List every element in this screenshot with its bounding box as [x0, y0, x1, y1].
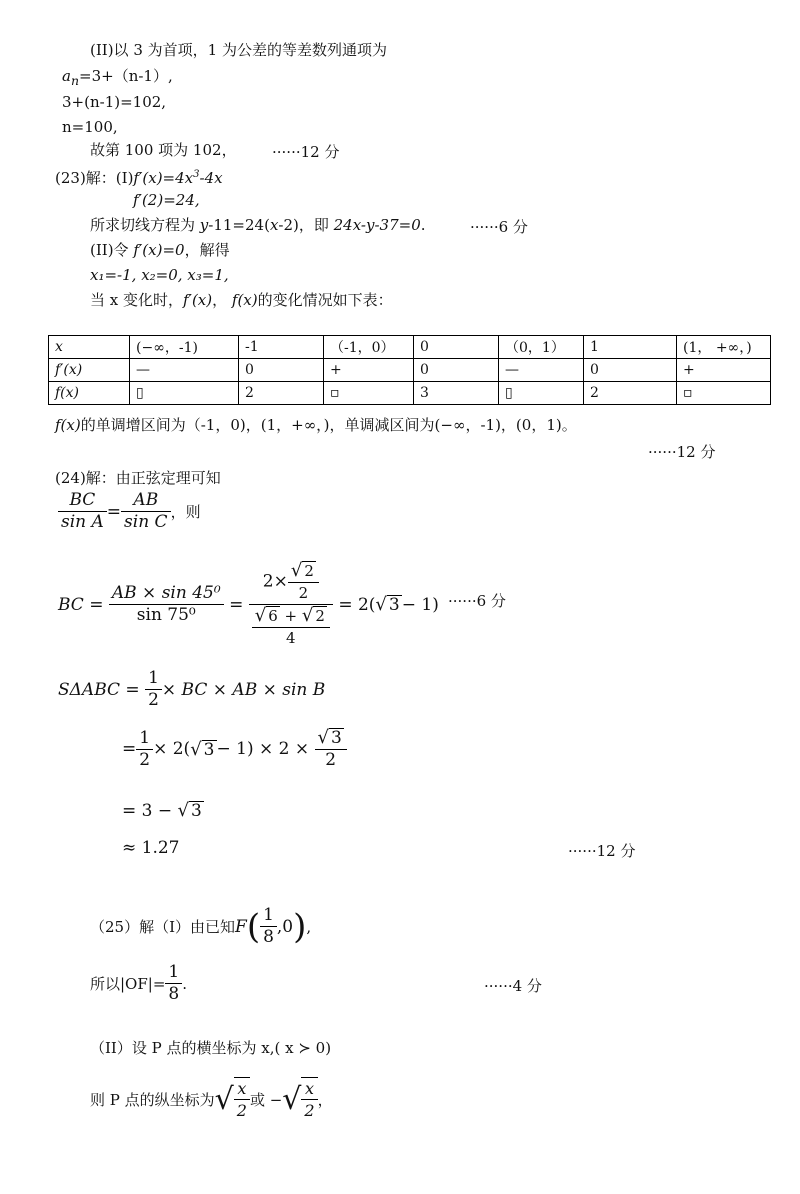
q24-score-6: ······6 分: [448, 592, 506, 610]
q25-score-4: ······4 分: [484, 977, 542, 995]
table-cell: 0: [414, 336, 499, 359]
intro-f: f(x): [231, 291, 258, 309]
py-text: 则 P 点的纵坐标为: [90, 1090, 215, 1109]
table-cell: 3: [414, 382, 499, 405]
table-cell: 1: [584, 336, 677, 359]
area2-frac-top: [315, 727, 347, 750]
of-text: 所以|OF|=: [90, 975, 166, 993]
bc-mid-den-frac: [252, 605, 330, 649]
sqrt-symbol: √: [317, 727, 330, 748]
sqrt-symbol: √: [375, 594, 387, 615]
q24-area-line2: [122, 727, 347, 771]
of-frac: [165, 962, 182, 1005]
bc-mid-den-radicand-1: 6: [268, 607, 278, 625]
q23-exponent: 3: [193, 169, 200, 180]
bc-mid-num-radicand: 2: [304, 562, 314, 580]
part2-text-c: ，解得: [184, 241, 230, 259]
q23-derivative-tail: -4x: [199, 169, 223, 187]
table-cell: x: [49, 336, 130, 359]
q22-n-value: n=100,: [62, 118, 118, 136]
q23-derivative-at-2: f′(2)=24,: [133, 191, 200, 209]
table-row: [49, 336, 771, 359]
bc-mid-den-frac-den: 4: [286, 629, 296, 647]
F-end: ,: [306, 917, 312, 936]
part2-text-a: (II)令: [90, 241, 134, 259]
q24-head: (24)解：由正弦定理可知: [55, 469, 221, 487]
bc-mid-denominator: [249, 605, 333, 649]
bc-mid-num-frac: [288, 560, 319, 604]
q22-equation: 3+(n-1)=102,: [62, 93, 167, 111]
an-rest: =3+（n-1）,: [79, 67, 173, 85]
intro-text-a: 当 x 变化时，: [90, 291, 183, 309]
py-or: 或 −: [249, 1090, 283, 1109]
py-den: 2: [236, 1101, 247, 1120]
table-cell: 2: [584, 382, 677, 405]
tangent-period: .: [420, 216, 426, 234]
q24-area-line1: [58, 668, 325, 711]
table-cell: +: [677, 359, 771, 382]
half-den: 2: [148, 690, 159, 710]
table-cell: -1: [239, 336, 324, 359]
sqrt-symbol: √: [214, 1081, 234, 1117]
bc-mid-num-frac-top: [288, 560, 319, 583]
area2-frac-radicand: 3: [331, 728, 342, 748]
area2-frac-den: 2: [325, 750, 337, 770]
table-cell: （-1，0）: [324, 336, 414, 359]
half-num: 1: [145, 668, 162, 690]
table-cell: 0: [239, 359, 324, 382]
q23-tangent-line: [90, 215, 426, 235]
q23-roots: x₁=-1, x₂=0, x₃=1,: [90, 266, 229, 284]
area-lhs: SΔABC =: [58, 679, 140, 700]
q22-text: (II)以 3 为首项，1 为公差的等差数列通项为: [90, 41, 387, 59]
bc-result-a: = 2(: [338, 594, 376, 615]
table-cell: (1， +∞，): [677, 336, 771, 359]
of-num: 1: [165, 962, 182, 984]
q25-head: [90, 905, 311, 948]
table-cell: f(x): [49, 382, 130, 405]
tangent-text-a: 所求切线方程为: [90, 216, 200, 234]
bc-result-radicand: 3: [388, 595, 400, 615]
area2-sqrt-frac: [315, 727, 347, 771]
mono-text: 的单调增区间为（-1，0)，(1，+∞，)，单调减区间为(−∞，-1)，(0，1)。: [80, 416, 577, 434]
tangent-text-e: -2)，即: [278, 216, 334, 234]
py-den: 2: [304, 1101, 315, 1120]
mono-f: f(x): [55, 416, 81, 434]
ratio-den-2: sin C: [124, 512, 168, 532]
q23-monotonic: [55, 415, 577, 435]
ratio-num-1: BC: [58, 490, 107, 512]
F-den: 8: [263, 927, 274, 947]
bc-mid-num-coef: 2×: [262, 571, 288, 592]
table-cell: （0，1）: [499, 336, 584, 359]
q24-bc-formula: BC = $\frac{\text{AB × sin 45⁰}}{\text{sin 75⁰}}$ = 2× $\frac{√ 2}{2}$ $\frac{√ 6 + √ 2}{4}$ = 2( √ 3 − 1): [58, 560, 439, 647]
q22-score: ······12 分: [272, 143, 340, 161]
variation-table: [48, 335, 771, 405]
q24-score-12: ······12 分: [568, 842, 636, 860]
area-rhs: × BC × AB × sin B: [161, 679, 326, 700]
table-cell: ▫: [324, 382, 414, 405]
py-end: ，: [317, 1090, 333, 1109]
q23-label: (23)解：(I): [55, 169, 134, 187]
table-cell: 0: [584, 359, 677, 382]
ratio-then: ，则: [170, 503, 201, 521]
ratio-equals: =: [106, 501, 122, 522]
bc-mid-den-frac-top: [252, 605, 330, 628]
q23-score-12: ······12 分: [648, 443, 716, 461]
table-cell: f′(x): [49, 359, 130, 382]
area2-eq: =: [122, 739, 137, 759]
ratio-fraction-2: [121, 490, 171, 533]
bc-mid-den-plus: +: [279, 607, 302, 625]
q22-formula-an: [62, 66, 173, 91]
bc-den: sin 75⁰: [136, 605, 196, 625]
sqrt-symbol: √: [177, 800, 190, 821]
q24-area-approx: ≈ 1.27: [122, 838, 180, 858]
py-frac-1: [234, 1077, 250, 1121]
table-cell: ▯: [499, 382, 584, 405]
bc-mid-numerator: [249, 560, 333, 605]
of-den: 8: [168, 984, 180, 1004]
F-num: 1: [260, 905, 277, 927]
q25-of: [90, 962, 187, 1005]
area2-text-b: × 2(: [153, 739, 191, 759]
table-cell: —: [499, 359, 584, 382]
table-cell: (−∞，-1): [130, 336, 239, 359]
table-cell: ▯: [130, 382, 239, 405]
area3-radicand: 3: [191, 801, 202, 821]
tangent-text-c: -11=24(: [208, 216, 270, 234]
py-frac-2: [301, 1077, 317, 1121]
intro-comma: ，: [212, 291, 232, 309]
half-num: 1: [136, 728, 153, 750]
left-paren: (: [246, 906, 261, 947]
q23-table-intro: [90, 290, 393, 310]
q23-head: [55, 165, 223, 188]
ratio-fraction-1: [58, 490, 107, 533]
bc-mid-num-frac-den: 2: [298, 584, 309, 602]
table-cell: 2: [239, 382, 324, 405]
an-symbol: a: [62, 67, 71, 85]
area2-radicand: 3: [203, 739, 215, 760]
table-row: [49, 359, 771, 382]
bc-result-b: − 1): [401, 594, 439, 615]
table-cell: ▫: [677, 382, 771, 405]
q25-F: F: [235, 916, 247, 937]
ratio-den-1: sin A: [61, 512, 104, 532]
area-half-1: [145, 668, 162, 711]
bc-fraction: [109, 583, 224, 626]
intro-text-e: 的变化情况如下表：: [257, 291, 393, 309]
bc-num: AB × sin 45⁰: [109, 583, 224, 605]
F-tail: ,0: [276, 916, 294, 937]
q24-sine-ratio: [58, 490, 201, 533]
py-num: x: [301, 1078, 317, 1100]
sqrt-symbol: √: [254, 605, 267, 626]
area2-text-c: − 1) × 2 ×: [216, 739, 310, 759]
tangent-y: y: [199, 216, 209, 234]
q25-F-frac: [260, 905, 277, 948]
q25-p-line: （II）设 P 点的横坐标为 x,( x ≻ 0): [90, 1039, 332, 1057]
bc-mid-den-radicand-2: 2: [315, 607, 325, 625]
right-paren: ): [293, 906, 307, 947]
ratio-num-2: AB: [121, 490, 171, 512]
table-row: [49, 382, 771, 405]
sqrt-symbol: √: [282, 1081, 302, 1117]
q25-head-text: （25）解（I）由已知: [90, 918, 236, 936]
table-cell: +: [324, 359, 414, 382]
intro-fprime: f′(x): [183, 291, 213, 309]
tangent-equation: 24x-y-37=0: [333, 216, 421, 234]
bc-lhs: BC =: [58, 594, 104, 615]
area3-text: = 3 −: [122, 800, 173, 821]
of-end: .: [182, 974, 187, 993]
half-den: 2: [139, 749, 151, 770]
q24-area-line3: [122, 800, 204, 821]
table-cell: 0: [414, 359, 499, 382]
q23-score-6: ······6 分: [470, 218, 528, 236]
sqrt-symbol: √: [290, 560, 303, 581]
bc-mid-fraction: [249, 560, 333, 649]
q23-derivative: f′(x)=4x: [133, 169, 194, 187]
py-num: x: [234, 1078, 250, 1100]
q25-py: [90, 1077, 333, 1121]
tangent-x: x: [269, 216, 279, 234]
an-subscript: n: [70, 73, 80, 88]
part2-math: f′(x)=0: [133, 241, 185, 259]
table-cell: —: [130, 359, 239, 382]
sqrt-symbol: √: [301, 605, 314, 626]
q23-part2: [90, 240, 230, 260]
area-half-2: [136, 728, 153, 771]
sqrt-symbol: √: [190, 738, 202, 760]
q22-conclusion: 故第 100 项为 102，: [90, 141, 237, 159]
